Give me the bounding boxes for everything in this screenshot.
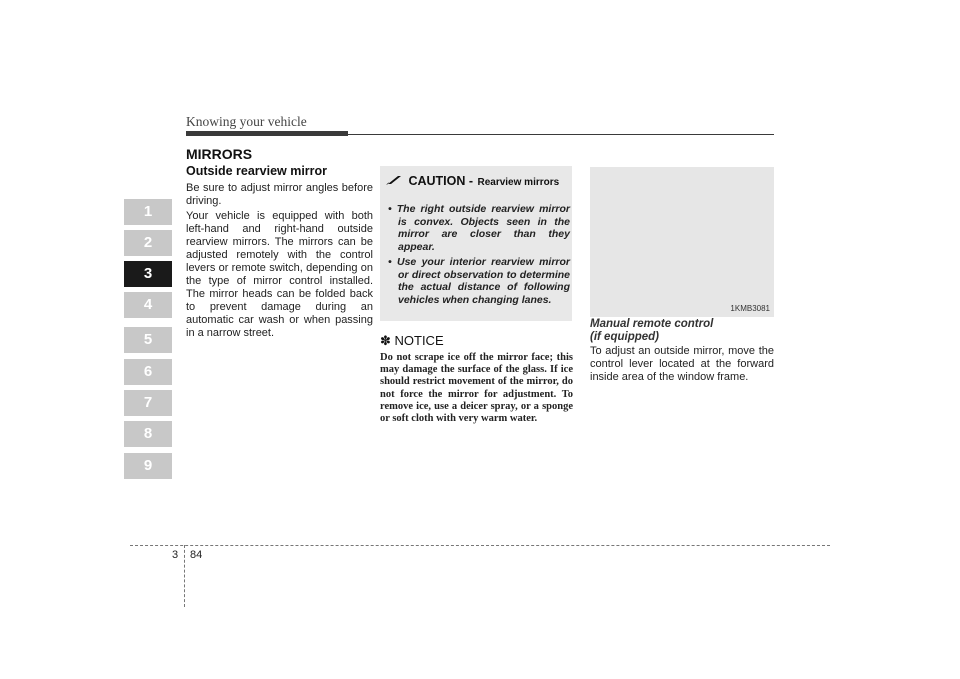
outside-mirror-paragraph: Your vehicle is equipped with both left-hand and right-hand outside rearview mirrors. The mirrors can be adjusted remotely with the control levers or remote switch, depending on the type of mirror control installed. The mirror heads can be folded back to prevent damage during an automatic car wash or when passing in a narrow street. [186,210,373,339]
figure-code: 1KMB3081 [730,304,770,313]
pencil-icon [386,172,408,189]
caution-item: • Use your interior rearview mirror or direct observation to determine the actual distance of following vehicles when changing lanes. [388,256,570,306]
header-rule-thick [186,131,348,136]
chapter-tab-7[interactable]: 7 [124,390,172,416]
footer-chapter-number: 3 [172,549,179,561]
mirror-figure [590,167,774,317]
outside-mirror-subheading: Outside rearview mirror [186,164,328,178]
footer-page-number: 84 [190,549,203,561]
chapter-tab-8[interactable]: 8 [124,421,172,447]
chapter-tab-2[interactable]: 2 [124,230,172,256]
chapter-tab-4[interactable]: 4 [124,292,172,318]
chapter-tab-3[interactable]: 3 [124,261,172,287]
outside-mirror-paragraph: Be sure to adjust mirror angles before driving. [186,182,373,207]
chapter-tab-9[interactable]: 9 [124,453,172,479]
footer-divider [130,545,830,546]
caution-list [388,203,570,309]
caution-header [386,172,568,190]
notice-body: Do not scrape ice off the mirror face; this may damage the surface of the glass. If ice should restrict movement of the mirror, do not force the mirror for adjustment. To remove ice, use a deicer spray, or a sponge or soft cloth with very warm water. [380,352,573,425]
page-heading: MIRRORS [186,146,253,162]
header-rule-thin [348,134,774,135]
caution-subtitle: Rearview mirrors [477,177,560,188]
notice-title: ✽ NOTICE [380,333,444,348]
column-outside-mirror [186,165,373,342]
caution-title: CAUTION - [408,174,474,188]
footer-vertical-divider [184,545,185,607]
section-title: Knowing your vehicle [186,114,307,129]
manual-remote-body: To adjust an outside mirror, move the control lever located at the forward inside area of the window frame. [590,345,774,383]
manual-remote-subheading: Manual remote control (if equipped) [590,318,714,343]
column-manual-remote [590,318,774,386]
caution-box [380,166,572,321]
chapter-tab-5[interactable]: 5 [124,327,172,353]
chapter-tab-1[interactable]: 1 [124,199,172,225]
notice-block [380,333,573,425]
caution-item: • The right outside rearview mirror is convex. Objects seen in the mirror are closer than they appear. [388,203,570,253]
chapter-tab-6[interactable]: 6 [124,359,172,385]
